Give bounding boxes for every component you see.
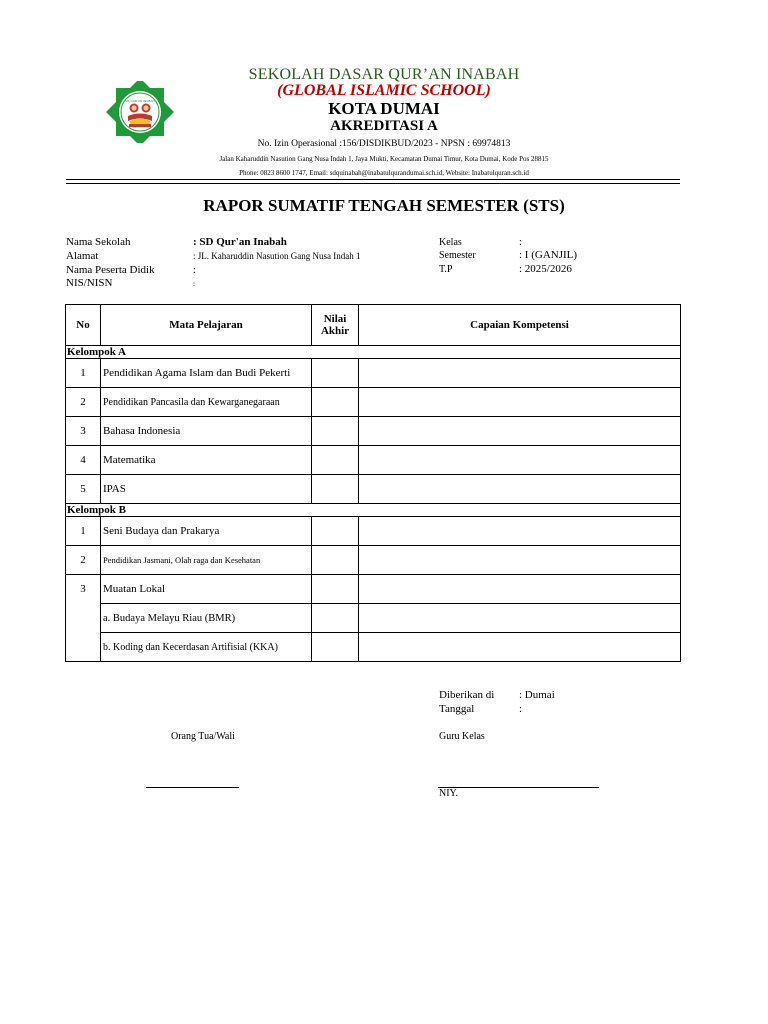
semester-value: : I (GANJIL) [519, 249, 578, 261]
class-value: : [519, 237, 522, 248]
col-header-subject: Mata Pelajaran [101, 305, 312, 346]
competence-cell[interactable] [359, 475, 681, 504]
score-cell[interactable] [312, 546, 359, 575]
parent-signature-label: Orang Tua/Wali [171, 731, 235, 742]
table-row [66, 475, 681, 504]
row-no: 3 [66, 417, 101, 446]
school-address: Jalan Kaharuddin Nasution Gang Nusa Indah 1, Jaya Mukti, Kecamatan Dumai Timur, Kota Dumai, Kode Pos 28815 [219, 155, 549, 163]
row-no: 2 [66, 546, 101, 575]
nis-value: : [193, 280, 195, 288]
row-subject: a. Budaya Melayu Riau (BMR) [101, 604, 312, 633]
row-subject: Bahasa Indonesia [101, 417, 312, 446]
score-cell[interactable] [312, 388, 359, 417]
school-subtitle: (GLOBAL ISLAMIC SCHOOL) [277, 82, 491, 99]
class-label: Kelas [439, 237, 462, 248]
row-no: 5 [66, 475, 101, 504]
table-row [66, 417, 681, 446]
score-cell[interactable] [312, 575, 359, 604]
table-row [66, 517, 681, 546]
teacher-signature-label: Guru Kelas [439, 731, 485, 742]
score-cell[interactable] [312, 446, 359, 475]
tp-value: : 2025/2026 [519, 263, 572, 275]
address-label: Alamat [66, 250, 99, 262]
competence-cell[interactable] [359, 359, 681, 388]
row-subject: b. Koding dan Kecerdasan Artifisial (KKA) [101, 633, 312, 662]
table-row [66, 575, 681, 604]
row-subject: Pendidikan Pancasila dan Kewarganegaraan [101, 388, 312, 417]
col-header-competence: Capaian Kompetensi [359, 305, 681, 346]
row-no: 3 [66, 575, 101, 604]
competence-cell[interactable] [359, 633, 681, 662]
header-rule-thin [66, 183, 680, 184]
table-row [66, 633, 681, 662]
header-rule-thick [66, 179, 680, 180]
table-row [66, 446, 681, 475]
row-no: 4 [66, 446, 101, 475]
date-value: : [519, 703, 523, 715]
col-header-score: Nilai Akhir [312, 305, 359, 346]
given-at-value: : Dumai [519, 689, 555, 701]
competence-cell[interactable] [359, 604, 681, 633]
score-cell[interactable] [312, 359, 359, 388]
row-no [66, 633, 101, 662]
student-name-label: Nama Peserta Didik [66, 264, 155, 276]
table-row [66, 546, 681, 575]
teacher-signature-line [438, 787, 599, 788]
table-row [66, 388, 681, 417]
score-cell[interactable] [312, 417, 359, 446]
niy-label: NIY. [439, 788, 458, 799]
row-no [66, 604, 101, 633]
table-header-row [66, 305, 681, 346]
col-header-no: No [66, 305, 101, 346]
row-subject: Pendidikan Agama Islam dan Budi Pekerti [101, 359, 312, 388]
row-subject: Matematika [101, 446, 312, 475]
competence-cell[interactable] [359, 446, 681, 475]
date-label: Tanggal [439, 703, 475, 715]
parent-signature-line [146, 787, 239, 788]
competence-cell[interactable] [359, 546, 681, 575]
school-value: : SD Qur'an Inabah [193, 236, 287, 248]
grades-table [65, 304, 681, 662]
student-name-value: : [193, 265, 196, 276]
permit-number: No. Izin Operasional :156/DISDIKBUD/2023 - NPSN : 69974813 [257, 139, 511, 149]
logo-text: SD QUR'AN INABAH [125, 99, 155, 103]
score-cell[interactable] [312, 633, 359, 662]
competence-cell[interactable] [359, 575, 681, 604]
city: KOTA DUMAI [328, 99, 440, 118]
score-cell[interactable] [312, 475, 359, 504]
row-no: 1 [66, 359, 101, 388]
group-b-row [66, 504, 681, 517]
report-title: RAPOR SUMATIF TENGAH SEMESTER (STS) [203, 196, 565, 215]
row-subject: Seni Budaya dan Prakarya [101, 517, 312, 546]
semester-label: Semester [439, 250, 476, 261]
competence-cell[interactable] [359, 417, 681, 446]
group-a-label: Kelompok A [66, 346, 681, 359]
school-contact: Phone: 0823 8600 1747, Email: sdquinabah@inabatulqurandumai.sch.id, Website: Inabatulquran.sch.id [239, 169, 529, 177]
group-b-label: Kelompok B [66, 504, 681, 517]
competence-cell[interactable] [359, 517, 681, 546]
score-cell[interactable] [312, 517, 359, 546]
row-subject: IPAS [101, 475, 312, 504]
accreditation: AKREDITASI A [330, 118, 438, 134]
row-subject: Pendidikan Jasmani, Olah raga dan Kesehatan [101, 546, 312, 575]
table-row [66, 604, 681, 633]
tp-label: T.P [439, 264, 453, 275]
group-a-row [66, 346, 681, 359]
given-at-label: Diberikan di [439, 689, 495, 701]
competence-cell[interactable] [359, 388, 681, 417]
row-no: 2 [66, 388, 101, 417]
score-cell[interactable] [312, 604, 359, 633]
row-no: 1 [66, 517, 101, 546]
row-subject: Muatan Lokal [101, 575, 312, 604]
address-value: : JL. Kaharuddin Nasution Gang Nusa Indah 1 [193, 251, 361, 261]
nis-label: NIS/NISN [66, 277, 113, 289]
school-label: Nama Sekolah [66, 236, 131, 248]
school-name: SEKOLAH DASAR QUR’AN INABAH [248, 66, 520, 83]
table-row [66, 359, 681, 388]
